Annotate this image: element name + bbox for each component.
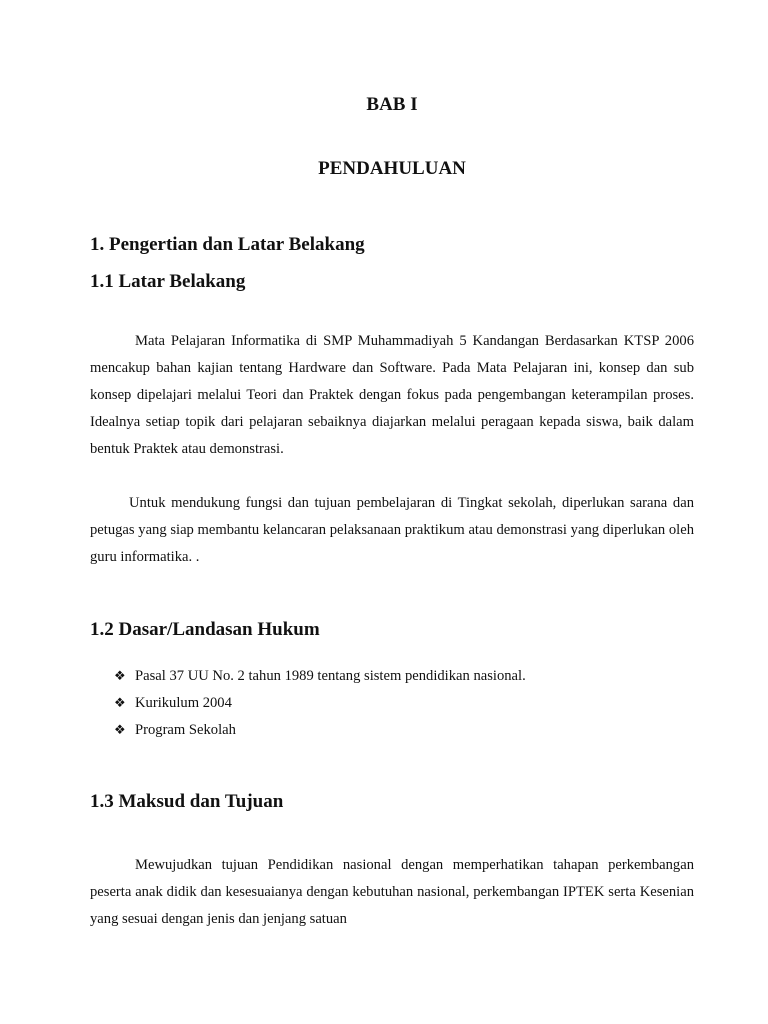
section-heading-1: 1. Pengertian dan Latar Belakang [90,234,365,255]
list-item [114,716,526,743]
paragraph-latar-belakang: Mata Pelajaran Informatika di SMP Muhammadiyah 5 Kandangan Berdasarkan KTSP 2006 mencakup bahan kajian tentang Hardware dan Software. Pada Mata Pelajaran ini, konsep dan sub konsep dipelajari melalui Teori dan Praktek dengan fokus pada pengembangan keterampilan proses. Idealnya setiap topik dari pelajaran sebaiknya diajarkan melalui peragaan kepada siswa, baik dalam bentuk Praktek atau demonstrasi. [90,333,694,457]
diamond-bullet-icon: ❖ [114,722,126,737]
chapter-heading: BAB I [366,94,418,115]
chapter-title: PENDAHULUAN [318,158,466,179]
section-heading-1-2: 1.2 Dasar/Landasan Hukum [90,619,320,640]
section-heading-1-1: 1.1 Latar Belakang [90,271,246,292]
paragraph-maksud-tujuan: Mewujudkan tujuan Pendidikan nasional dengan memperhatikan tahapan perkembangan peserta anak didik dan kesesuaianya dengan kebutuhan nasional, perkembangan IPTEK serta Kesenian yang sesuai dengan jenis dan jenjang satuan [90,857,694,927]
list-item [114,689,526,716]
list-item [114,662,526,689]
list-item-text: Kurikulum 2004 [135,695,232,711]
diamond-bullet-icon: ❖ [114,695,126,710]
list-item-text: Program Sekolah [135,722,236,738]
list-item-text: Pasal 37 UU No. 2 tahun 1989 tentang sistem pendidikan nasional. [135,668,526,684]
diamond-bullet-icon: ❖ [114,668,126,683]
paragraph-fungsi-tujuan: Untuk mendukung fungsi dan tujuan pembelajaran di Tingkat sekolah, diperlukan sarana dan petugas yang siap membantu kelancaran pelaksanaan praktikum atau demonstrasi yang diperlukan oleh guru informatika. . [90,495,694,565]
section-heading-1-3: 1.3 Maksud dan Tujuan [90,791,284,812]
legal-basis-list [114,662,526,743]
